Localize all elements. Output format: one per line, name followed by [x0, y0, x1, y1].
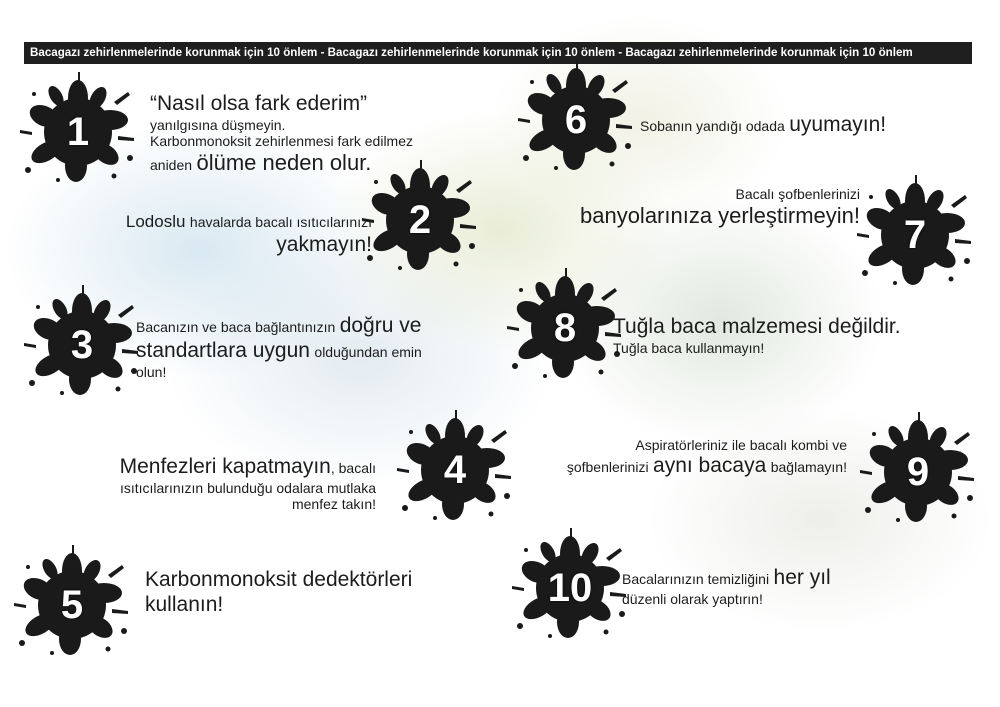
ink-splat-8 [505, 268, 625, 388]
tip-9-text-3: bağlamayın! [770, 458, 847, 475]
tip-4-emphasis: Menfezleri kapatmayın [119, 455, 331, 478]
tip-3 [136, 314, 466, 380]
tip-10-emphasis: her yıl [773, 566, 831, 589]
tip-number-7: 7 [903, 212, 927, 257]
tip-number-4: 4 [443, 447, 467, 492]
tip-10 [622, 566, 831, 607]
tip-number-5: 5 [60, 582, 84, 627]
tip-2-text-2: havalarda bacalı ısıtıcılarınızı [189, 214, 372, 230]
tip-7-text: Bacalı şofbenlerinizi [735, 186, 860, 202]
tip-3-text-1: Bacanızın ve baca bağlantınızın [136, 319, 336, 335]
tip-1-line-2: yanılgısına düşmeyin. [150, 116, 286, 133]
tip-number-1: 1 [66, 109, 90, 154]
ink-splat-3 [22, 285, 142, 405]
tip-3-emphasis-1: doğru ve [339, 314, 422, 337]
ink-splat-5 [12, 545, 132, 665]
tip-1 [150, 92, 413, 176]
tip-number-10: 10 [547, 565, 593, 610]
tip-5-line-2: kullanın! [145, 592, 224, 616]
tip-6 [640, 113, 886, 138]
tip-6-emphasis: uyumayın! [789, 113, 887, 136]
tip-3-text-2: olduğundan emin [314, 343, 422, 360]
tip-1-text-4: aniden [150, 156, 193, 173]
ink-splat-9 [858, 412, 978, 532]
tip-8-line-2: Tuğla baca kullanmayın! [613, 339, 765, 356]
tip-4-text-3: menfez takın! [291, 496, 376, 513]
tip-5 [145, 568, 412, 618]
tip-number-9: 9 [906, 449, 930, 494]
header-banner: Bacagazı zehirlenmelerinde korunmak için 10 önlem - Bacagazı zehirlenmelerinde korunmak için 10 önlem - Bacagazı zehirlenmelerinde korunmak için 10 önlem [24, 42, 972, 64]
tip-10-text-2: düzenli olarak yaptırın! [622, 590, 763, 607]
tip-10-text-1: Bacalarınızın temizliğini [622, 571, 770, 587]
tip-number-6: 6 [564, 97, 588, 142]
tip-2 [60, 212, 372, 258]
tip-6-text: Sobanın yandığı odada [640, 118, 785, 134]
tip-3-text-3: olun! [136, 363, 167, 380]
tip-4-text-1: , bacalı [330, 460, 376, 476]
tip-4 [70, 455, 376, 513]
tip-8 [613, 315, 901, 356]
ink-splat-7 [855, 175, 975, 295]
tip-3-emphasis-2: standartlara uygun [136, 338, 310, 362]
tip-1-line-3: Karbonmonoksit zehirlenmesi fark edilmez [150, 133, 413, 150]
ink-splat-10 [510, 528, 630, 648]
tip-1-emphasis: ölüme neden olur. [196, 149, 372, 175]
tip-8-line-1: Tuğla baca malzemesi değildir. [613, 315, 901, 338]
tip-9-text-1: Aspiratörleriniz ile bacalı kombi ve [635, 437, 847, 453]
tip-7-emphasis: banyolarınıza yerleştirmeyin! [579, 202, 860, 228]
tip-9-text-2: şofbenlerinizi [566, 458, 649, 475]
tip-5-line-1: Karbonmonoksit dedektörleri [145, 568, 413, 591]
ink-splat-4 [395, 410, 515, 530]
tip-2-emphasis: yakmayın! [276, 232, 372, 256]
tip-9-emphasis: aynı bacaya [653, 453, 767, 477]
ink-splat-2 [360, 160, 480, 280]
tip-number-3: 3 [70, 322, 94, 367]
tip-9 [535, 437, 847, 478]
tip-number-2: 2 [408, 197, 432, 242]
tip-7 [560, 186, 860, 228]
tip-1-headline: “Nasıl olsa fark ederim” [150, 92, 368, 115]
tip-number-8: 8 [553, 305, 577, 350]
ink-splat-6 [516, 60, 636, 180]
tip-2-text-1: Lodoslu [125, 212, 186, 231]
ink-splat-1 [18, 72, 138, 192]
tip-4-text-2: ısıtıcılarınızın bulunduğu odalara mutlaka [119, 479, 376, 496]
